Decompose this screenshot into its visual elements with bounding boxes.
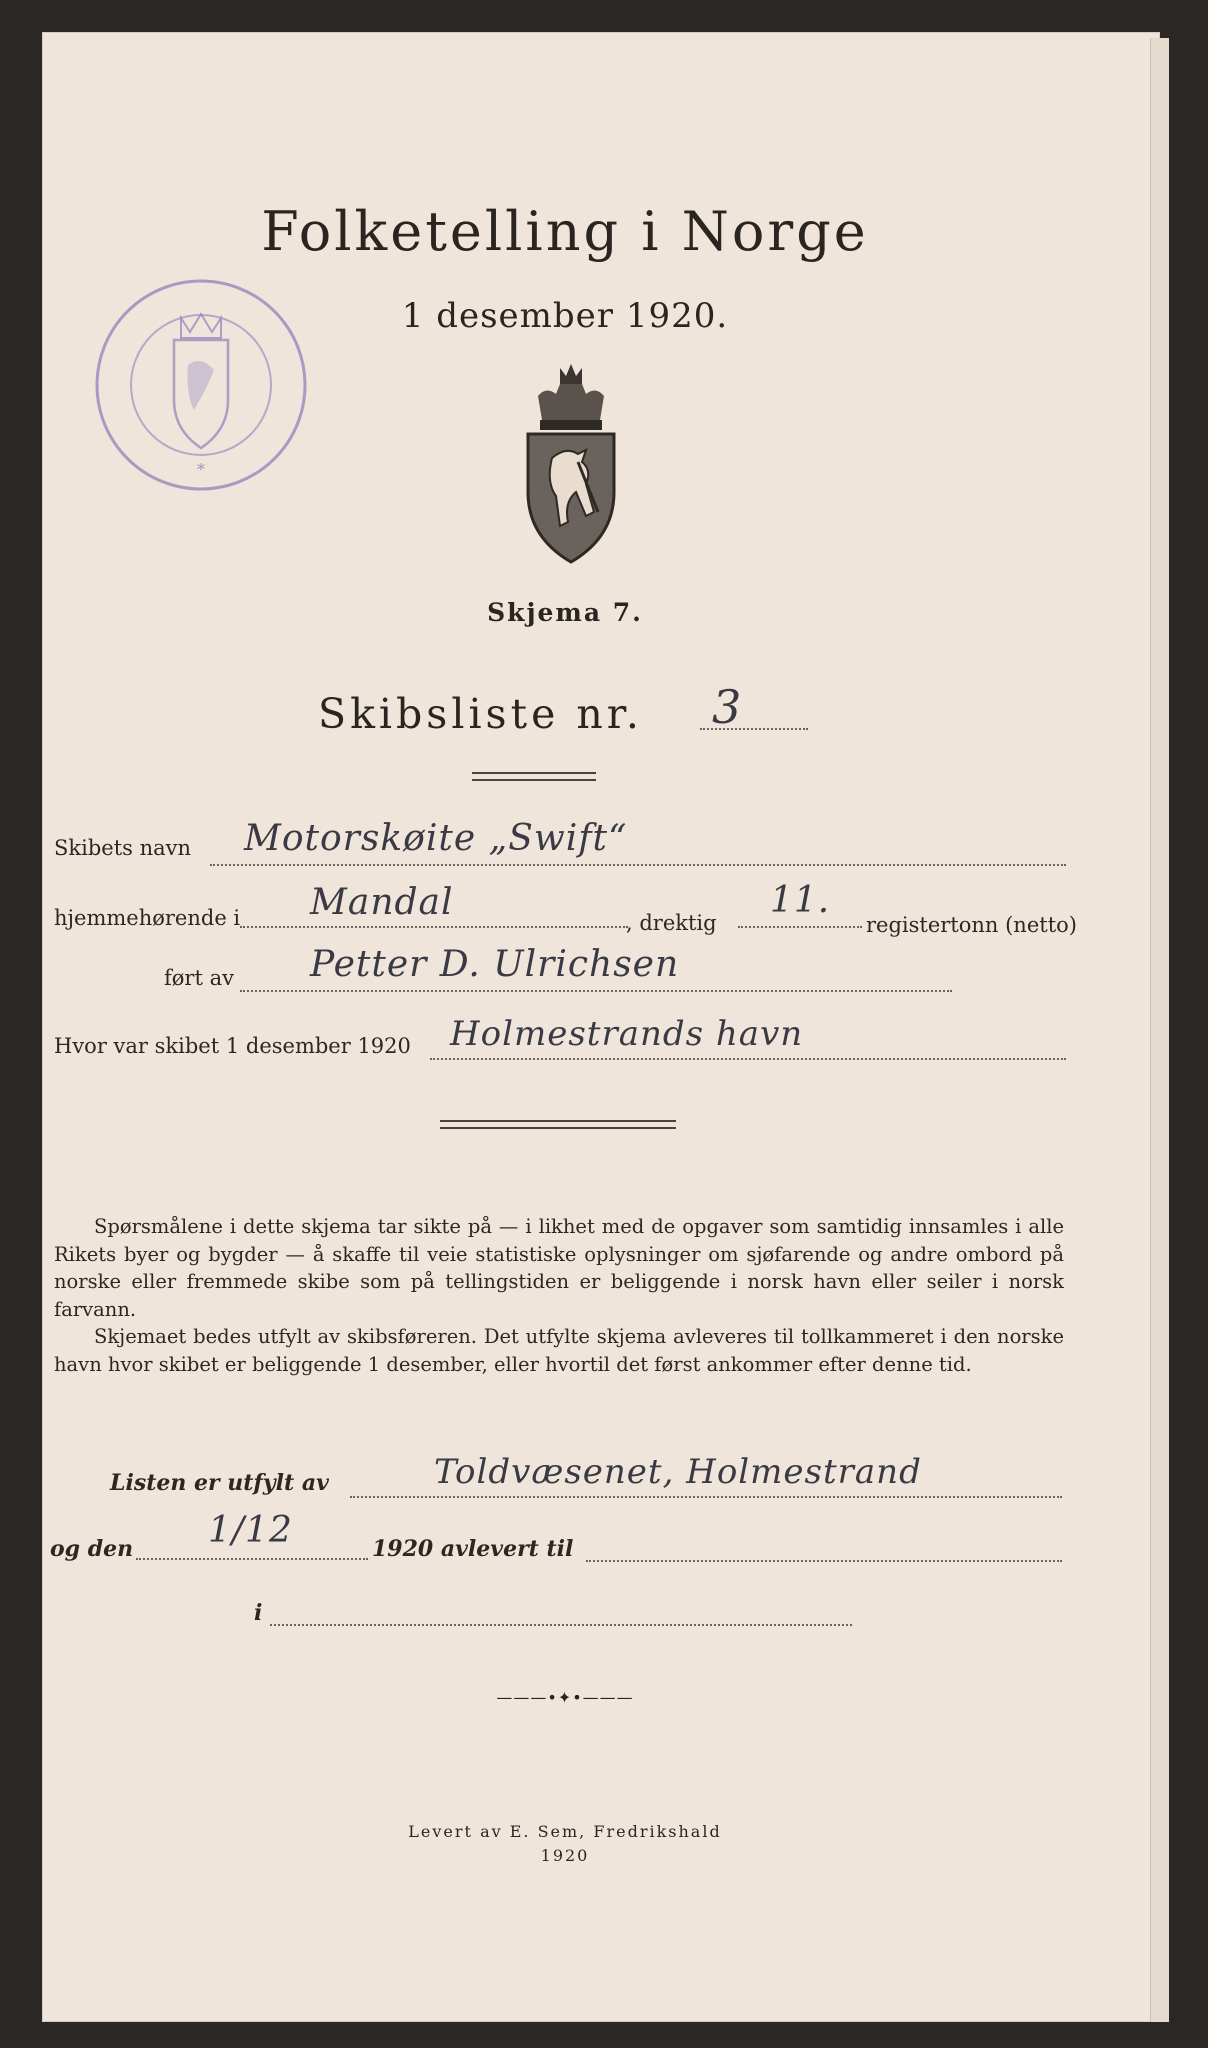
sheet-edge	[1150, 38, 1169, 2022]
tonnage-unit: registertonn (netto)	[866, 913, 1077, 937]
divider-top-1	[472, 772, 596, 774]
delivered-to-line	[586, 1560, 1062, 1562]
date-line	[136, 1558, 368, 1560]
ornament-divider: ———•✦•———	[496, 1688, 634, 1707]
divider-mid-1	[440, 1120, 676, 1122]
place-label: i	[254, 1600, 263, 1626]
divider-mid-2	[440, 1127, 676, 1129]
place-line	[270, 1624, 852, 1626]
form-number: Skjema 7.	[487, 598, 643, 627]
ship-name-value: Motorskøite „Swift“	[244, 818, 628, 859]
date-value: 1/12	[208, 1510, 293, 1551]
captain-label: ført av	[164, 966, 234, 990]
official-stamp	[86, 270, 316, 500]
instructions-paragraph-1: Spørsmålene i dette skjema tar sikte på — i likhet med de opgaver som samtidig innsamles i alle Rikets byer og bygder — å skaffe til veie statistiske oplysninger om sjøfarende og andre ombord på norske eller fremmede skibe som på tellingstiden er beliggende i norsk havn eller seiler i norsk farvann.	[54, 1215, 1064, 1321]
census-date: 1 desember 1920.	[401, 296, 729, 336]
ship-list-label: Skibsliste nr.	[318, 690, 643, 738]
location-line	[430, 1058, 1066, 1060]
filled-by-value: Toldvæsenet, Holmestrand	[434, 1452, 922, 1492]
ship-name-label: Skibets navn	[54, 836, 192, 860]
filled-by-line	[350, 1496, 1062, 1498]
captain-line	[240, 990, 952, 992]
home-port-value: Mandal	[310, 882, 454, 923]
captain-value: Petter D. Ulrichsen	[310, 944, 680, 985]
printer-credit: Levert av E. Sem, Fredrikshald	[408, 1822, 722, 1841]
tonnage-line	[738, 926, 862, 928]
tonnage-label: , drektig	[626, 911, 717, 935]
svg-text:*: *	[197, 460, 205, 479]
instructions-paragraph-2: Skjemaet bedes utfylt av skibsføreren. Det utfylte skjema avleveres til tollkammeret i den norske havn hvor skibet er beliggende 1 desember, eller hvortil det først ankommer efter denne tid.	[54, 1325, 1064, 1376]
date-label: og den	[50, 1536, 134, 1562]
norwegian-coat-of-arms-icon	[516, 362, 626, 567]
form-title: Folketelling i Norge	[261, 200, 869, 263]
filled-by-label: Listen er utfylt av	[110, 1470, 329, 1496]
ship-list-number: 3	[712, 680, 743, 734]
printer-year: 1920	[540, 1846, 590, 1865]
location-value: Holmestrands havn	[450, 1014, 804, 1054]
tonnage-value: 11.	[770, 880, 831, 921]
ship-name-line	[210, 864, 1066, 866]
home-port-label: hjemmehørende i	[54, 906, 241, 930]
delivered-to-label: 1920 avlevert til	[372, 1536, 574, 1562]
home-port-line	[240, 926, 628, 928]
divider-top-2	[472, 779, 596, 781]
location-label: Hvor var skibet 1 desember 1920	[54, 1034, 411, 1058]
